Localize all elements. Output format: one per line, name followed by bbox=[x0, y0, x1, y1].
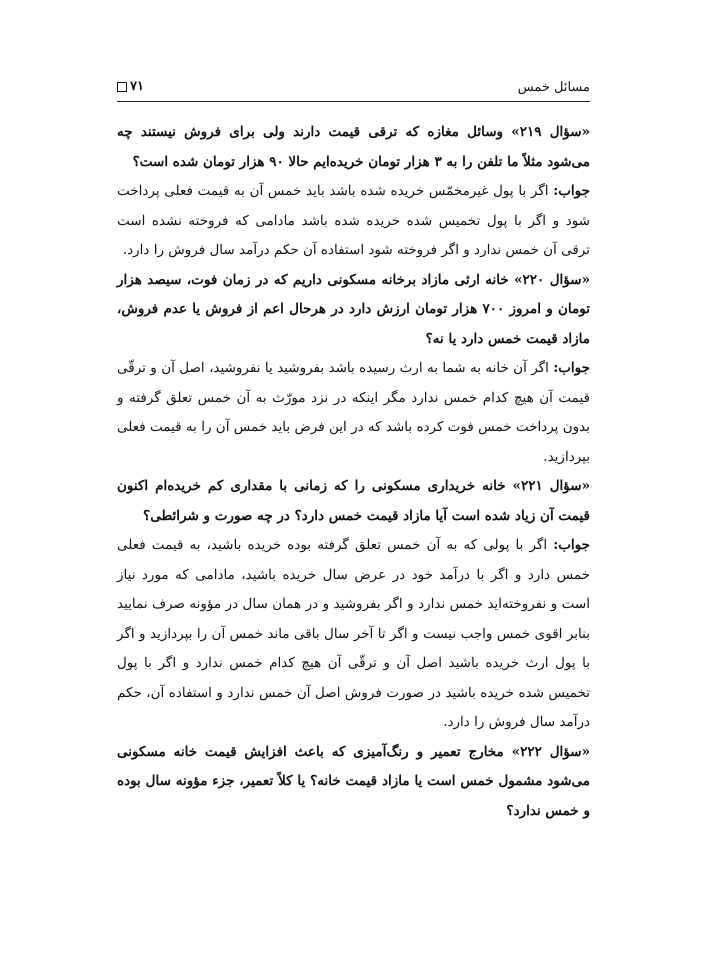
page-number bbox=[117, 79, 144, 94]
answer-219 bbox=[117, 177, 590, 266]
answer-label: جواب: bbox=[553, 183, 590, 199]
square-ornament-icon bbox=[117, 82, 127, 92]
question-219: «سؤال ۲۱۹» وسائل مغازه که ترقی قیمت دارند ولی برای فروش نیستند چه می‌شود مثلاً ما تلفن را به ۳ هزار تومان خریده‌ایم حالا ۹۰ هزار تومان شده است؟ bbox=[117, 124, 590, 170]
answer-label: جواب: bbox=[553, 360, 590, 376]
header-rule bbox=[117, 101, 590, 102]
answer-221 bbox=[117, 531, 590, 738]
running-header bbox=[117, 74, 590, 100]
answer-text: اگر آن خانه به شما به ارث رسیده باشد بفروشید یا نفروشید، اصل آن و ترقّی قیمت آن هیچ کدام خمس ندارد مگر اینکه در نزد مورّث به آن خمس تعلق گرفته و بدون پرداخت خمس فوت کرده باشد که در این فرض باید خمس آن را به قیمت فعلی بپردازید. bbox=[117, 360, 590, 465]
answer-text: اگر با پولی که به آن خمس تعلق گرفته بوده خریده باشید، به قیمت فعلی خمس دارد و اگر با درآمد خود در عرض سال خریده باشید، مادامی که مورد نیاز است و نفروخته‌اید خمس ندارد و اگر بفروشید و در همان سال در مؤونه صرف نمایید بنابر اقوی خمس واجب نیست و اگر تا آخر سال باقی ماند خمس آن را بپردازید و اگر با پول ارث خریده باشید اصل آن و ترقّی آن هیچ کدام خمس ندارد و اگر با پول تخمیس شده خریده باشید در صورت فروش اصل آن خمس ندارد و استفاده آن، حکم درآمد سال فروش را دارد. bbox=[117, 537, 590, 730]
question-222: «سؤال ۲۲۲» مخارج تعمیر و رنگ‌آمیزی که باعث افزایش قیمت خانه مسکونی می‌شود مشمول خمس است یا مازاد قیمت خانه؟ یا کلاً تعمیر، جزء مؤونه سال بوده و خمس ندارد؟ bbox=[117, 743, 591, 819]
answer-label: جواب: bbox=[553, 537, 590, 553]
answer-text: اگر با پول غیرمخمّس خریده شده باشد باید خمس آن به قیمت فعلی پرداخت شود و اگر با پول تخمیس شده خریده شده باشد مادامی که فروخته نشده است ترقی آن خمس ندارد و اگر فروخته شود استفاده آن حکم درآمد سال فروش را دارد. bbox=[117, 183, 590, 258]
header-title: مسائل خمس bbox=[517, 80, 590, 95]
question-220: «سؤال ۲۲۰» خانه ارثی مازاد برخانه مسکونی داریم که در زمان فوت، سیصد هزار تومان و امروز ۷۰۰ هزار تومان ارزش دارد در هرحال اعم از فروش یا عدم فروش، مازاد قیمت خمس دارد یا نه؟ bbox=[117, 271, 591, 347]
page-number-text: ۷۱ bbox=[130, 79, 144, 94]
question-221: «سؤال ۲۲۱» خانه خریداری مسکونی را که زمانی با مقداری کم خریده‌ام اکنون قیمت آن زیاد شده است آیا مازاد قیمت خمس دارد؟ در چه صورت و شرائطی؟ bbox=[117, 478, 591, 524]
answer-220 bbox=[117, 354, 590, 472]
page-body bbox=[117, 118, 590, 826]
